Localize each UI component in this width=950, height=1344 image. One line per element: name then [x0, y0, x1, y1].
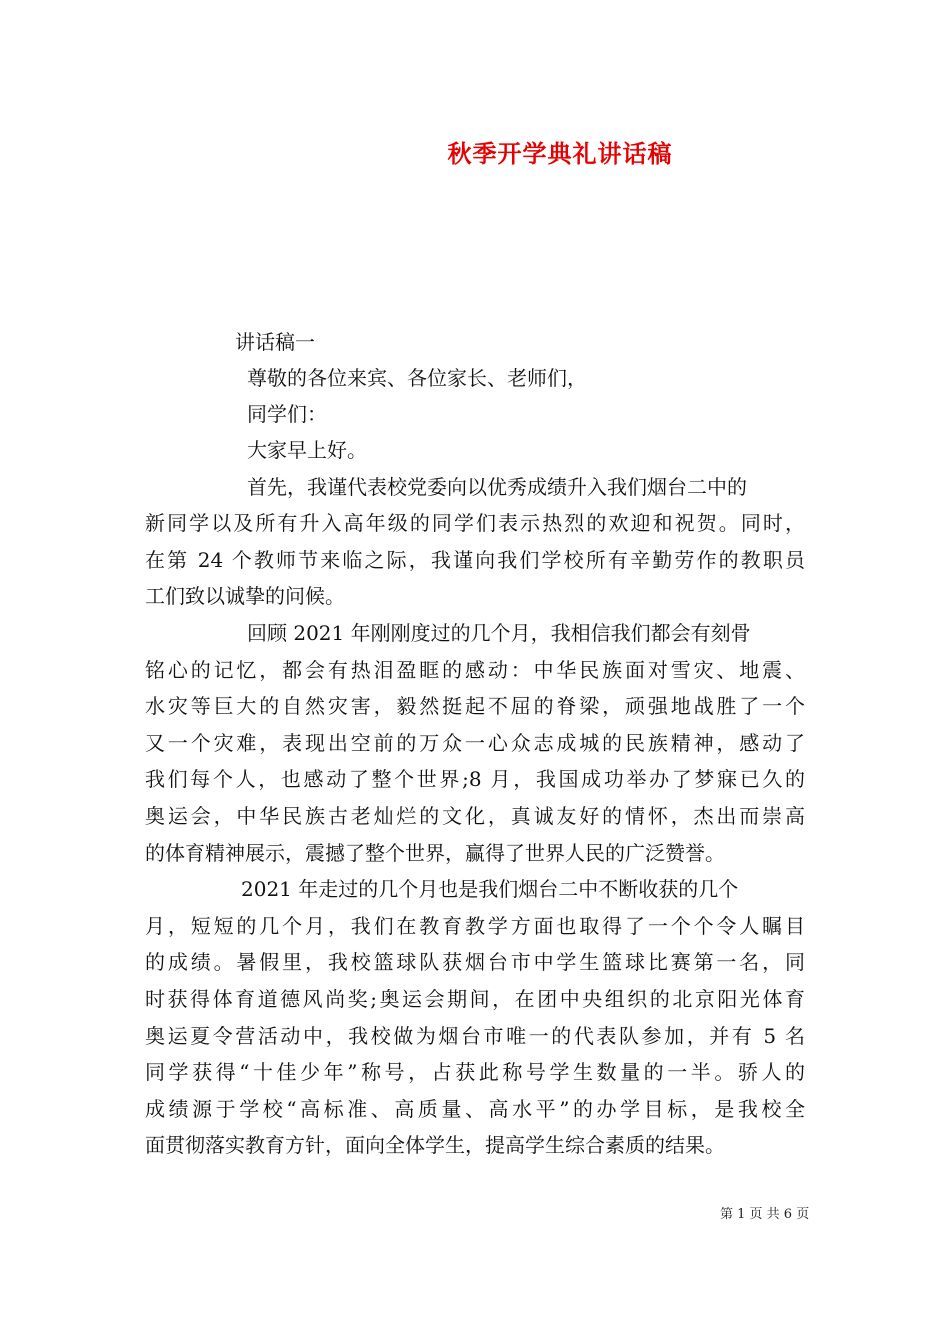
paragraph-line: 水灾等巨大的自然灾害，毅然挺起不屈的脊梁，顽强地战胜了一个: [145, 694, 805, 718]
paragraph-line: 新同学以及所有升入高年级的同学们表示热烈的欢迎和祝贺。同时，: [145, 511, 805, 535]
page-number: 第 1 页 共 6 页: [720, 1207, 810, 1222]
paragraph-line: 我们每个人，也感动了整个世界;8 月，我国成功举办了梦寐已久的: [145, 767, 805, 791]
salutation-line: 同学们：: [247, 402, 327, 426]
paragraph-line: 首先，我谨代表校党委向以优秀成绩升入我们烟台二中的: [247, 475, 747, 499]
paragraph-line: 的体育精神展示，震撼了整个世界，赢得了世界人民的广泛赞誉。: [145, 841, 725, 865]
greeting-line: 大家早上好。: [247, 438, 367, 462]
paragraph-line: 奥运会，中华民族古老灿烂的文化，真诚友好的情怀，杰出而崇高: [145, 804, 805, 828]
paragraph-line: 2021 年走过的几个月也是我们烟台二中不断收获的几个: [241, 877, 739, 901]
salutation-line: 尊敬的各位来宾、各位家长、老师们，: [247, 366, 587, 390]
paragraph-line: 回顾 2021 年刚刚度过的几个月，我相信我们都会有刻骨: [247, 621, 751, 645]
paragraph-line: 月，短短的几个月，我们在教育教学方面也取得了一个个令人瞩目: [145, 914, 805, 938]
section-heading: 讲话稿一: [235, 330, 315, 354]
paragraph-line: 在第 24 个教师节来临之际，我谨向我们学校所有辛勤劳作的教职员: [145, 548, 805, 572]
document-title: 秋季开学典礼讲话稿: [447, 139, 673, 168]
paragraph-line: 工们致以诚挚的问候。: [145, 584, 345, 608]
paragraph-line: 铭心的记忆，都会有热泪盈眶的感动：中华民族面对雪灾、地震、: [145, 658, 805, 682]
paragraph-line: 成绩源于学校“高标准、高质量、高水平”的办学目标，是我校全: [145, 1097, 805, 1121]
paragraph-line: 时获得体育道德风尚奖;奥运会期间，在团中央组织的北京阳光体育: [145, 987, 805, 1011]
paragraph-line: 面贯彻落实教育方针，面向全体学生，提高学生综合素质的结果。: [145, 1133, 725, 1157]
paragraph-line: 的成绩。暑假里，我校篮球队获烟台市中学生篮球比赛第一名，同: [145, 950, 805, 974]
paragraph-line: 又一个灾难，表现出空前的万众一心众志成城的民族精神，感动了: [145, 731, 805, 755]
paragraph-line: 奥运夏令营活动中，我校做为烟台市唯一的代表队参加，并有 5 名: [145, 1024, 805, 1048]
paragraph-line: 同学获得“十佳少年”称号，占获此称号学生数量的一半。骄人的: [145, 1060, 805, 1084]
